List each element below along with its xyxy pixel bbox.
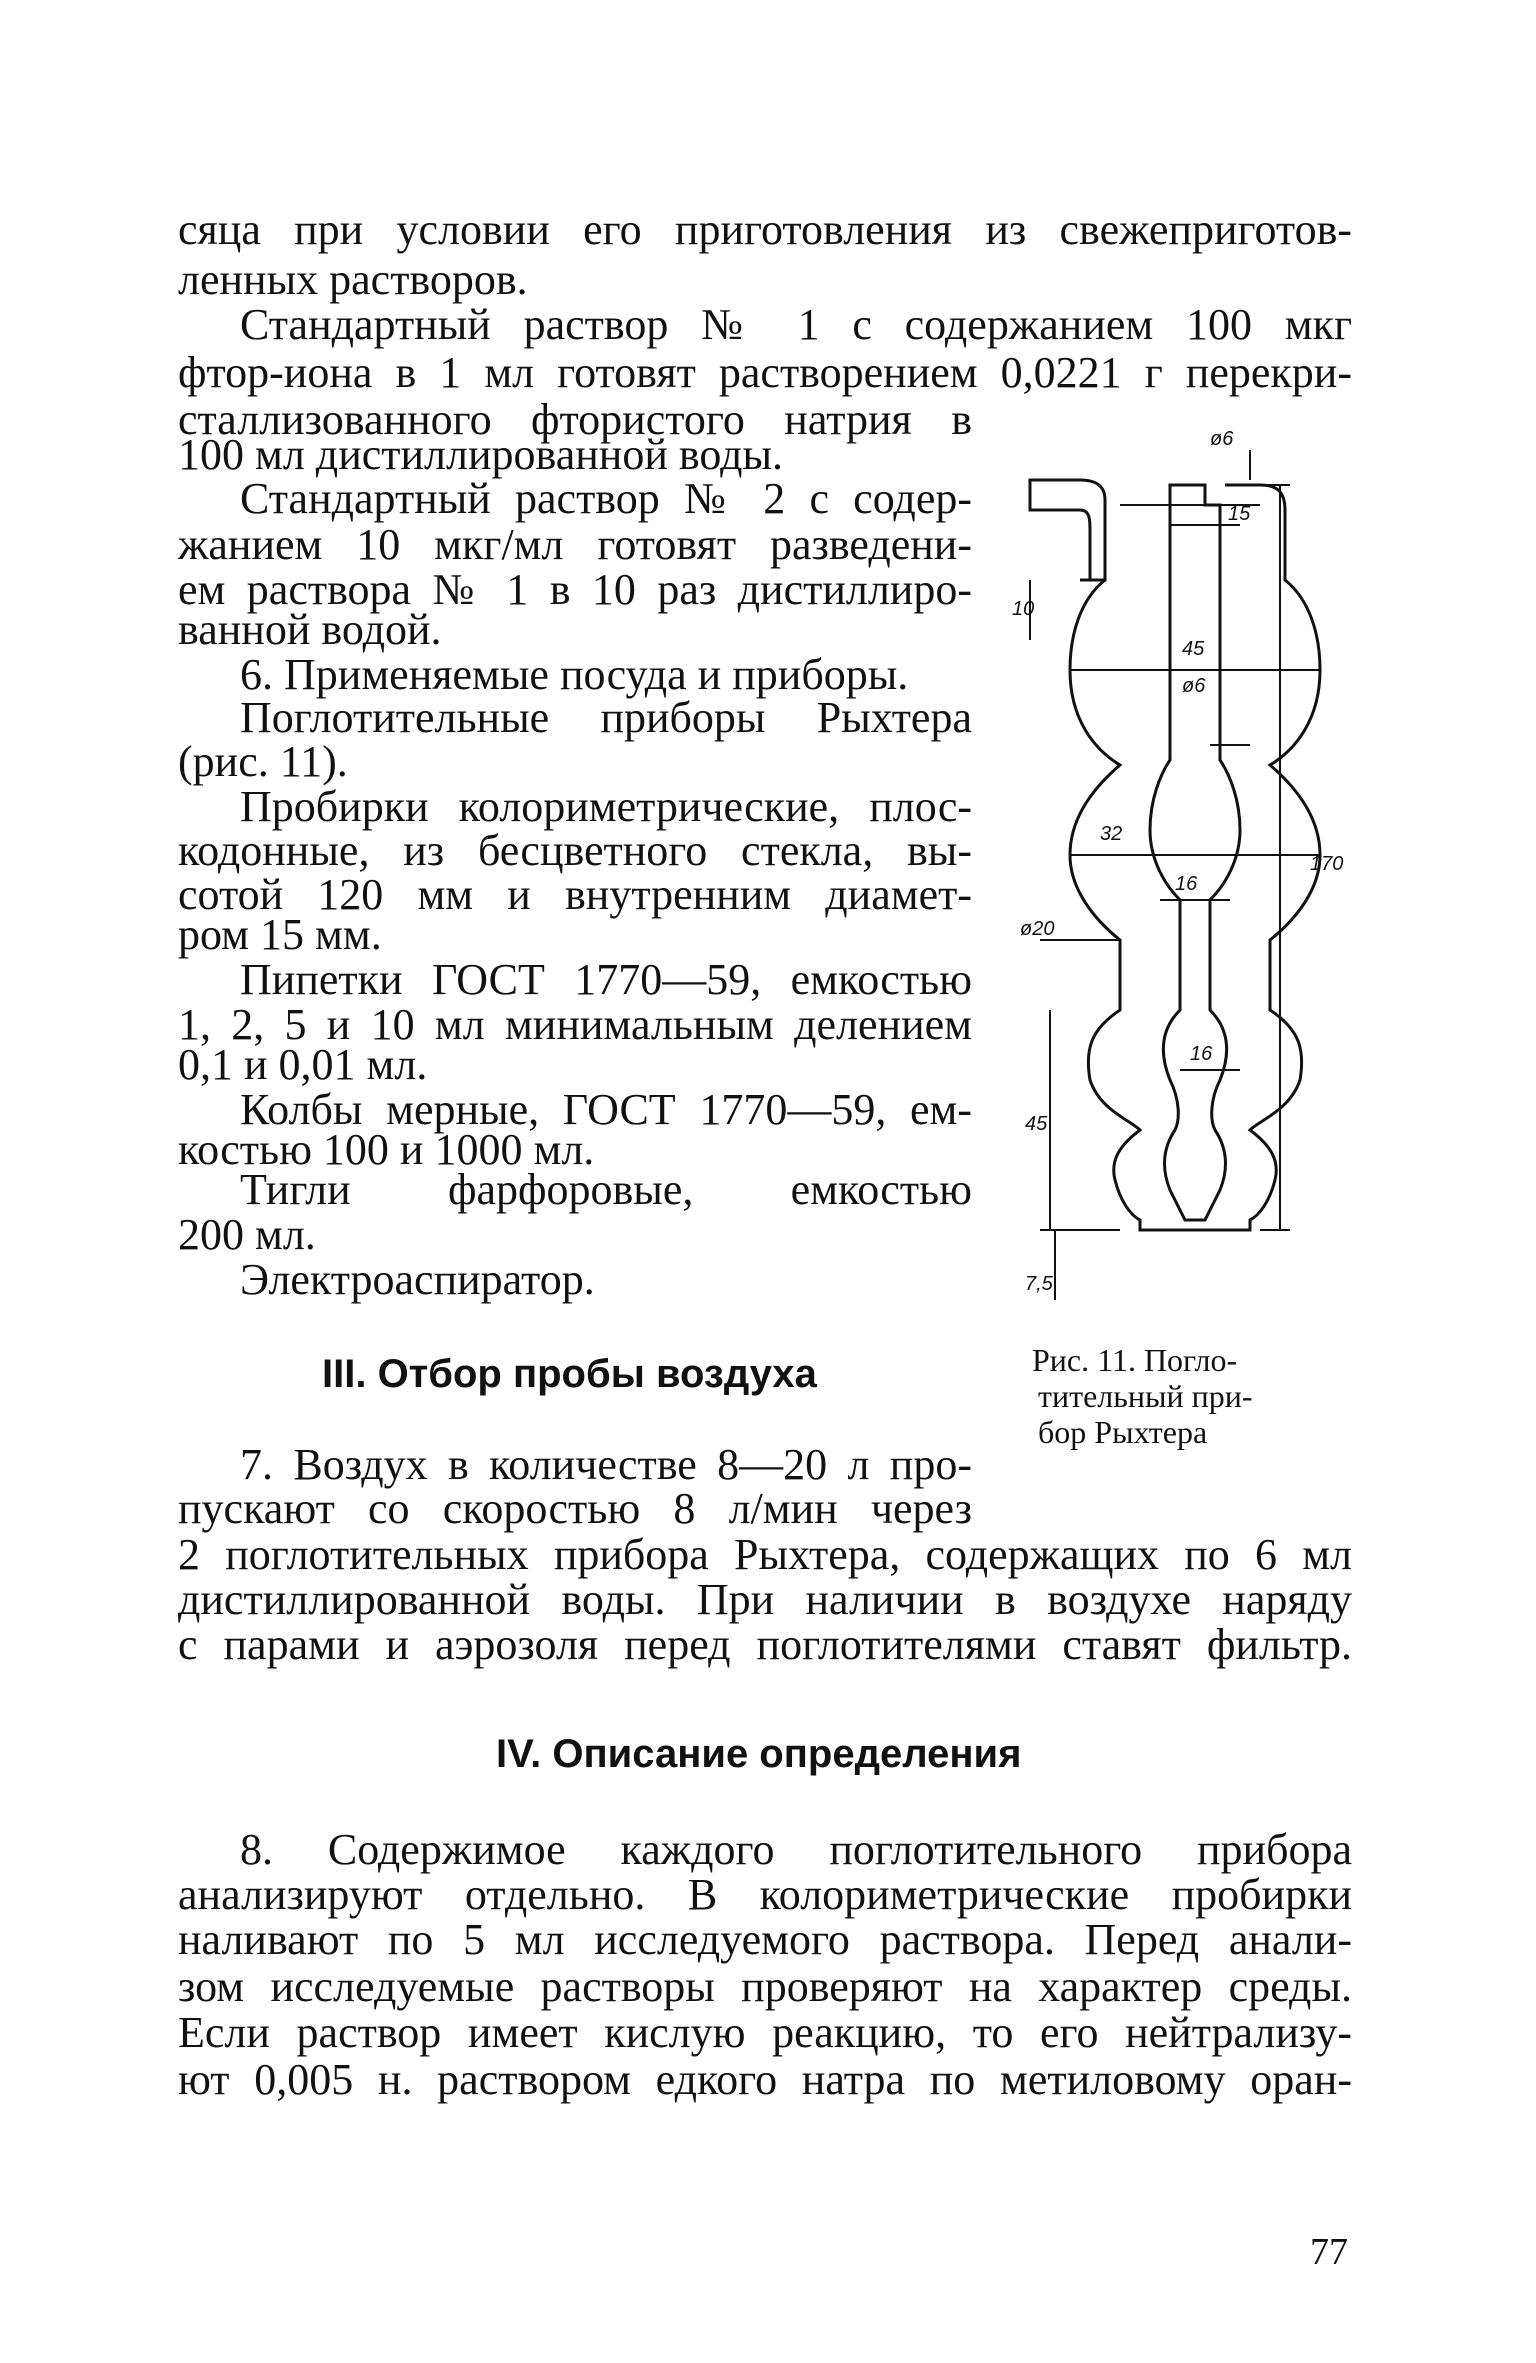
text-line: (рис. 11). <box>178 737 348 786</box>
caption-line: бор Рыхтера <box>1038 1414 1208 1450</box>
text-line: ванной водой. <box>178 605 442 654</box>
text-line: 1, 2, 5 и 10 мл минимальным делением <box>178 1000 972 1049</box>
text-line: с парами и аэрозоля перед поглотителями ставят фильтр. <box>178 1620 1352 1669</box>
text-line: Электроаспиратор. <box>240 1255 595 1304</box>
text-line: фтор-иона в 1 мл готовят растворением 0,0221 г перекри- <box>178 348 1352 397</box>
text-line: Колбы мерные, ГОСТ 1770—59, ем- <box>240 1085 972 1134</box>
text-line: ром 15 мм. <box>178 910 382 959</box>
dim-label: 45 <box>1182 638 1205 660</box>
dim-label: 170 <box>1310 853 1344 875</box>
text-line: 8. Содержимое каждого поглотительного прибора <box>240 1825 1352 1874</box>
figure-caption <box>1032 1342 1312 1450</box>
dim-label: 16 <box>1175 873 1198 895</box>
dim-label: 45 <box>1025 1113 1048 1135</box>
dim-label: ø6 <box>1210 428 1234 450</box>
rychter-absorber-drawing <box>1010 428 1344 1330</box>
section-heading: IV. Описание определения <box>496 1732 1022 1776</box>
dim-label: 10 <box>1012 598 1035 620</box>
text-line: Стандартный раствор № 2 с содер- <box>240 474 972 523</box>
text-line: 0,1 и 0,01 мл. <box>178 1040 428 1089</box>
dim-label: 16 <box>1190 1043 1213 1065</box>
text-line: сотой 120 мм и внутренним диамет- <box>178 870 972 919</box>
caption-line: тительный при- <box>1038 1378 1253 1414</box>
page-number: 77 <box>1310 2231 1348 2273</box>
text-line: ют 0,005 н. раствором едкого натра по метиловому оран- <box>178 2055 1352 2104</box>
text-line: пускают со скоростью 8 л/мин через <box>178 1484 972 1533</box>
text-line: ленных растворов. <box>178 255 528 304</box>
text-line: наливают по 5 мл исследуемого раствора. Перед анали- <box>178 1915 1352 1964</box>
dim-label: 15 <box>1228 503 1251 525</box>
dim-label: 32 <box>1100 823 1123 845</box>
text-line: костью 100 и 1000 мл. <box>178 1125 595 1174</box>
text-line: 200 мл. <box>178 1210 316 1259</box>
text-line: зом исследуемые растворы проверяют на характер среды. <box>178 1962 1352 2011</box>
inner-tube <box>1150 485 1240 1220</box>
text-line: сталлизованного фтористого натрия в <box>178 395 972 444</box>
text-line: 6. Применяемые посуда и приборы. <box>240 650 909 699</box>
vessel-outline <box>1070 485 1320 1230</box>
text-line: анализируют отдельно. В колориметрические пробирки <box>178 1870 1352 1919</box>
dim-label: ø20 <box>1020 918 1055 940</box>
dim-label: 7,5 <box>1025 1273 1053 1295</box>
text-line: 2 поглотительных прибора Рыхтера, содержащих по 6 мл <box>178 1530 1352 1579</box>
section-heading: III. Отбор пробы воздуха <box>322 1352 817 1396</box>
text-line: Если раствор имеет кислую реакцию, то его нейтрализу- <box>178 2008 1352 2057</box>
text-line: 100 мл дистиллированной воды. <box>178 430 784 479</box>
text-line: дистиллированной воды. При наличии в воздухе наряду <box>178 1575 1352 1624</box>
dim-label: ø6 <box>1182 675 1206 697</box>
text-line: Тигли фарфоровые, емкостью <box>240 1165 972 1214</box>
text-line: Поглотительные приборы Рыхтера <box>240 693 972 742</box>
text-line: сяца при условии его приготовления из свежеприготов- <box>178 205 1352 254</box>
text-line: Пипетки ГОСТ 1770—59, емкостью <box>240 955 972 1004</box>
caption-line: Рис. 11. Погло- <box>1032 1342 1238 1378</box>
text-line: ем раствора № 1 в 10 раз дистиллиро- <box>178 565 972 614</box>
text-line: жанием 10 мкг/мл готовят разведени- <box>178 520 972 569</box>
inlet-tube <box>1030 480 1105 580</box>
text-line: кодонные, из бесцветного стекла, вы- <box>178 826 972 875</box>
text-line: Пробирки колориметрические, плос- <box>240 782 972 831</box>
text-line: 7. Воздух в количестве 8—20 л про- <box>240 1440 972 1489</box>
text-line: Стандартный раствор № 1 с содержанием 100 мкг <box>240 300 1352 349</box>
